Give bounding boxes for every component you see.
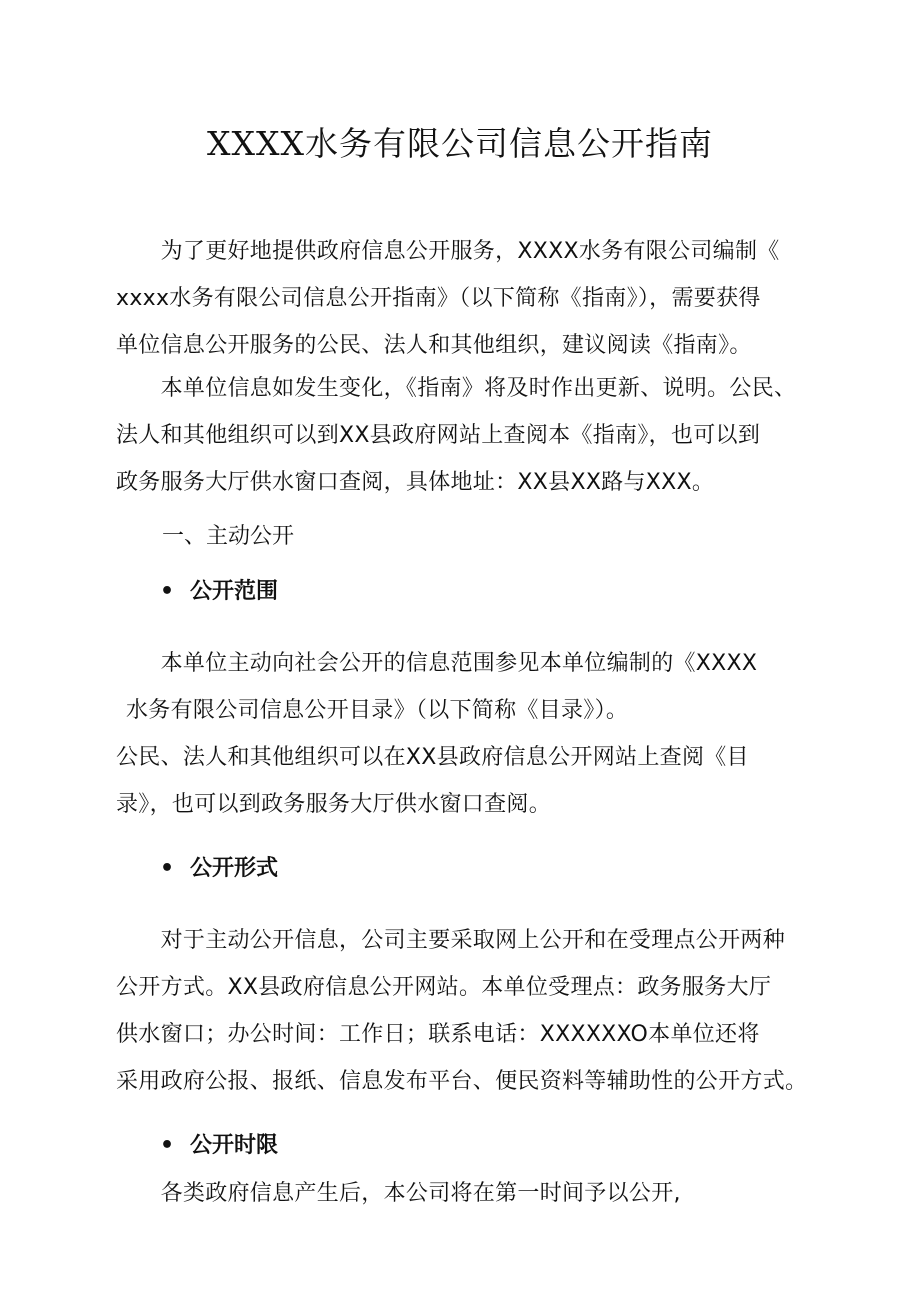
paragraph-line: 录》，也可以到政务服务大厅供水窗口查阅。 [116,792,552,817]
paragraph-line: 为了更好地提供政府信息公开服务，XXXX水务有限公司编制《 [116,239,780,264]
intro-paragraph [116,228,812,369]
section-heading-active-disclosure: 一、主动公开 [162,524,295,549]
paragraph-line: 公开方式。XX县政府信息公开网站。本单位受理点：政务服务大厅 [116,975,772,1000]
paragraph-line: 对于主动公开信息，公司主要采取网上公开和在受理点公开两种 [116,928,786,953]
form-paragraph [116,917,812,1105]
paragraph-line: 采用政府公报、报纸、信息发布平台、便民资料等辅助性的公开方式。 [116,1069,808,1094]
paragraph-line: 水务有限公司信息公开目录》（以下简称《目录》）。 [126,698,629,723]
bullet: • [160,579,175,604]
bullet: • [160,1133,175,1158]
paragraph-line: 政务服务大厅供水窗口查阅，具体地址：XX县XX路与XXX。 [116,470,715,495]
subheading-time-limit [160,1128,278,1159]
paragraph-line: 各类政府信息产生后，本公司将在第一时间予以公开, [116,1181,681,1206]
bullet: • [160,856,175,881]
update-paragraph [116,365,812,506]
subheading-form [160,851,278,882]
paragraph-line: xxxx水务有限公司信息公开指南》（以下简称《指南》），需要获得 [116,286,761,311]
time-limit-paragraph [116,1170,812,1217]
subheading-label: 公开形式 [190,856,279,881]
scope-paragraph [116,640,812,828]
paragraph-line: 供水窗口；办公时间：工作日；联系电话：XXXXXXO本单位还将 [116,1022,760,1047]
document-title: XXXX水务有限公司信息公开指南 [207,124,713,163]
paragraph-line: 法人和其他组织可以到XX县政府网站上查阅本《指南》，也可以到 [116,423,761,448]
subheading-label: 公开时限 [190,1133,279,1158]
subheading-scope [160,574,278,605]
subheading-label: 公开范围 [190,579,279,604]
paragraph-line: 公民、法人和其他组织可以在XX县政府信息公开网站上查阅《目 [116,745,749,770]
paragraph-line: 本单位信息如发生变化，《指南》将及时作出更新、说明。公民、 [116,376,797,401]
paragraph-line: 单位信息公开服务的公民、法人和其他组织，建议阅读《指南》。 [116,333,752,358]
paragraph-line: 本单位主动向社会公开的信息范围参见本单位编制的《XXXX [116,651,758,676]
